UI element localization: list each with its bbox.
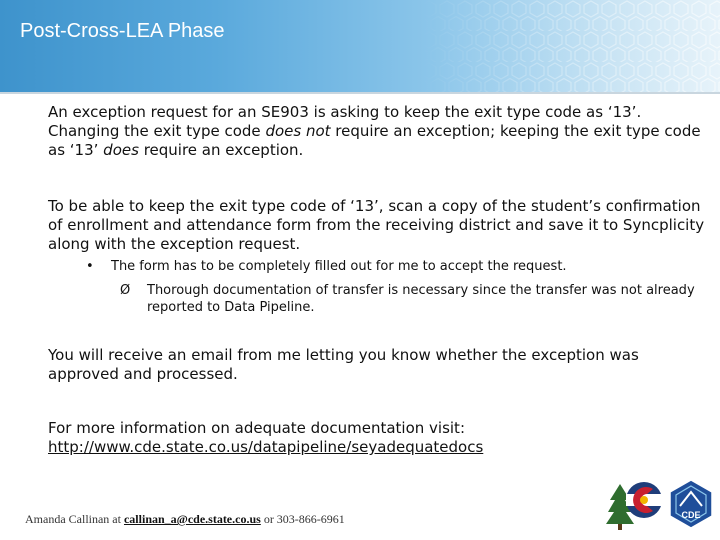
hexagon-pattern-decoration <box>420 0 720 92</box>
sub-bullet-text: Thorough documentation of transfer is necessary since the transfer was not already reported to Data Pipeline. <box>147 283 695 315</box>
p1-emphasis-does: does <box>103 141 139 159</box>
paragraph-email-notice: You will receive an email from me letting you know whether the exception was approved and processed. <box>48 346 639 383</box>
cde-logo <box>666 476 716 532</box>
paragraph-exception-request <box>48 103 708 160</box>
footer-contact <box>25 512 345 527</box>
paragraph-more-info <box>48 419 708 457</box>
footer-email-link[interactable]: callinan_a@cde.state.co.us <box>123 512 261 526</box>
footer-suffix: or 303-866-6961 <box>260 512 345 526</box>
p1-text-3: require an exception. <box>138 141 304 159</box>
p1-emphasis-does-not: does not <box>265 122 331 140</box>
p1-text-2: require an exception; keeping the exit type code as ‘13’ <box>48 122 701 159</box>
page-title: Post-Cross-LEA Phase <box>20 20 225 42</box>
paragraph-keep-exit-code: To be able to keep the exit type code of ‘13’, scan a copy of the student’s confirmation of enrollment and attendance form from the receiving district and save it to Syncplicity along with the exception request. <box>48 197 705 253</box>
footer-prefix: Amanda Callinan at <box>25 512 124 526</box>
slide-header <box>0 0 720 92</box>
bullet-mark: • <box>86 259 94 274</box>
colorado-tree-logo <box>606 476 664 532</box>
arrow-bullet-icon: Ø <box>120 283 131 298</box>
bullet-text: The form has to be completely filled out for me to accept the request. <box>111 259 567 274</box>
footer-logos <box>606 474 718 534</box>
documentation-link[interactable]: http://www.cde.state.co.us/datapipeline/seyadequatedocs <box>48 438 484 456</box>
header-divider <box>0 92 720 94</box>
cde-logo-text: CDE <box>681 510 701 520</box>
p1-text-1: An exception request for an SE903 is asking to keep the exit type code as ‘13’. Changing the exit type code <box>48 103 642 140</box>
more-info-text: For more information on adequate documentation visit: <box>48 419 465 437</box>
